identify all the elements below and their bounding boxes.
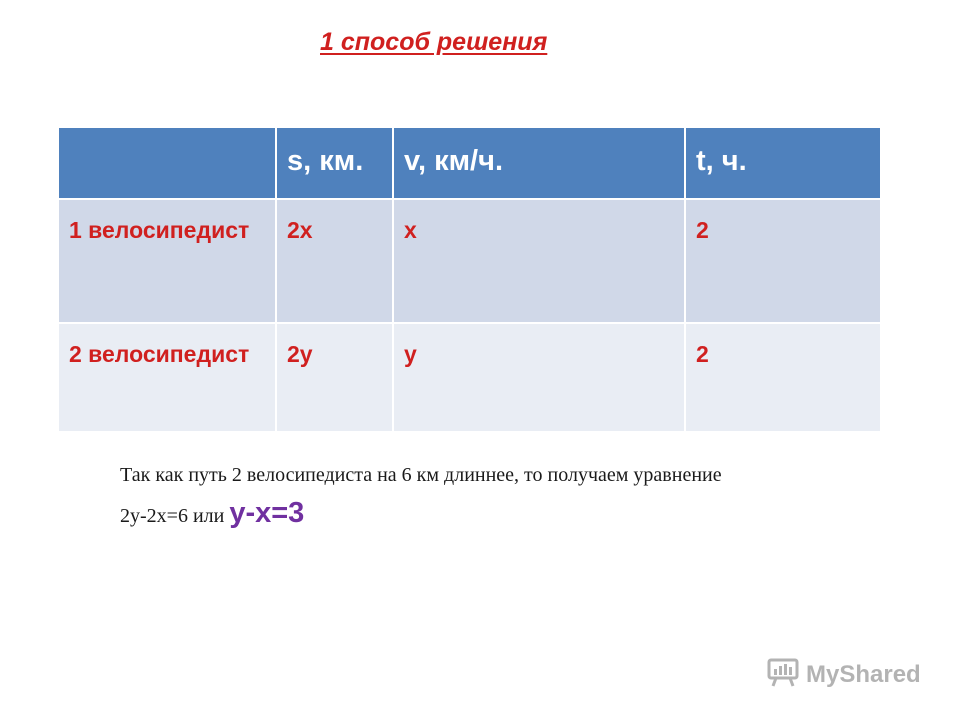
table-cell: 2 [685, 199, 881, 323]
explanation-line-2 [120, 498, 722, 531]
equation-result: y-x=3 [229, 497, 305, 529]
table-cell: 2 велосипедист [58, 323, 276, 432]
watermark [766, 655, 921, 694]
table-header-row [58, 127, 881, 199]
table-cell: 1 велосипедист [58, 199, 276, 323]
slide-title: 1 способ решения [320, 28, 548, 56]
equation-text: 2y-2x=6 или [120, 505, 230, 527]
table-row [58, 323, 881, 432]
watermark-text: MyShared [806, 660, 921, 688]
table-cell: y [393, 323, 685, 432]
explanation-line-1: Так как путь 2 велосипедиста на 6 км длиннее, то получаем уравнение [120, 464, 722, 486]
table-header-cell: v, км/ч. [393, 127, 685, 199]
table-header-cell [58, 127, 276, 199]
table-cell: x [393, 199, 685, 323]
presentation-board-icon [766, 655, 800, 694]
table-header-cell: s, км. [276, 127, 393, 199]
explanation-text [120, 460, 722, 531]
table-header-cell: t, ч. [685, 127, 881, 199]
table-cell: 2x [276, 199, 393, 323]
table-row [58, 199, 881, 323]
data-table [57, 126, 882, 433]
table-cell: 2 [685, 323, 881, 432]
table-cell: 2y [276, 323, 393, 432]
